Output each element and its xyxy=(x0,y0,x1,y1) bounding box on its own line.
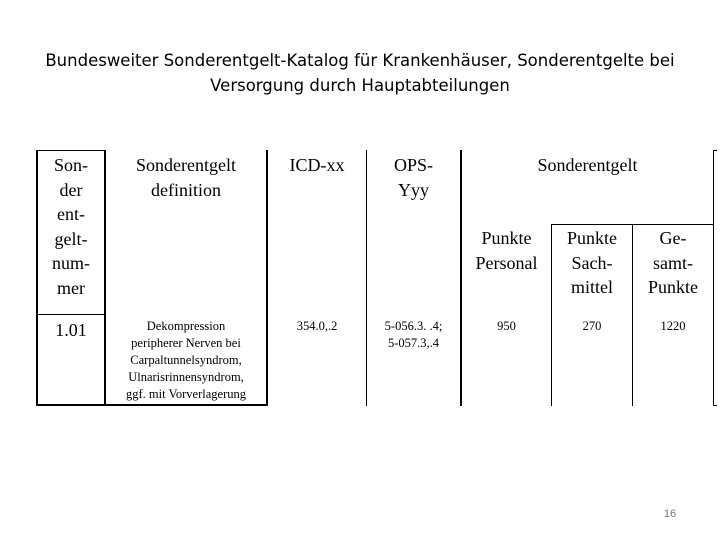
row-nummer: 1.01 xyxy=(55,320,87,340)
row-gesamt-punkte: 1220 xyxy=(660,319,686,333)
table-border-bottom xyxy=(713,405,717,406)
page-number: 16 xyxy=(663,508,677,520)
row-icd: 354.0,.2 xyxy=(296,319,338,333)
header-sonderentgeltnummer: Son- der ent- gelt- num- mer xyxy=(52,155,90,298)
header-punkte-personal: Punkte Personal xyxy=(475,228,538,273)
title-line-2: Versorgung durch Hauptabteilungen xyxy=(210,76,510,95)
column-divider xyxy=(460,150,462,406)
header-sonderentgelt-group: Sonderentgelt xyxy=(537,155,638,175)
table-border-bottom xyxy=(36,404,268,406)
header-definition: Sonderentgelt definition xyxy=(136,155,236,200)
subheader-divider xyxy=(551,224,714,225)
header-icd: ICD-xx xyxy=(289,155,345,175)
page-title xyxy=(0,48,720,98)
title-line-1: Bundesweiter Sonderentgelt-Katalog für Krankenhäuser, Sonderentgelte bei xyxy=(45,51,675,70)
header-ops: OPS- Yyy xyxy=(393,155,433,200)
row-ops: 5-056.3. .4; 5-057.3,.4 xyxy=(384,319,443,350)
table-border-top xyxy=(713,150,717,151)
table-border-top xyxy=(36,150,104,151)
column-divider xyxy=(266,150,268,406)
header-punkte-sachmittel: Punkte Sach- mittel xyxy=(566,228,617,297)
sonderentgelt-table xyxy=(36,150,714,406)
row-punkte-personal: 950 xyxy=(497,319,516,333)
row-definition: Dekompression peripherer Nerven bei Carpaltunnelsyndrom, Ulnarisrinnensyndrom, ggf. mit Vorverlagerung xyxy=(125,319,246,401)
header-gesamt-punkte: Ge- samt- Punkte xyxy=(647,228,698,297)
row-divider xyxy=(36,314,104,315)
table-border-right xyxy=(713,150,714,406)
row-punkte-sachmittel: 270 xyxy=(582,319,602,333)
